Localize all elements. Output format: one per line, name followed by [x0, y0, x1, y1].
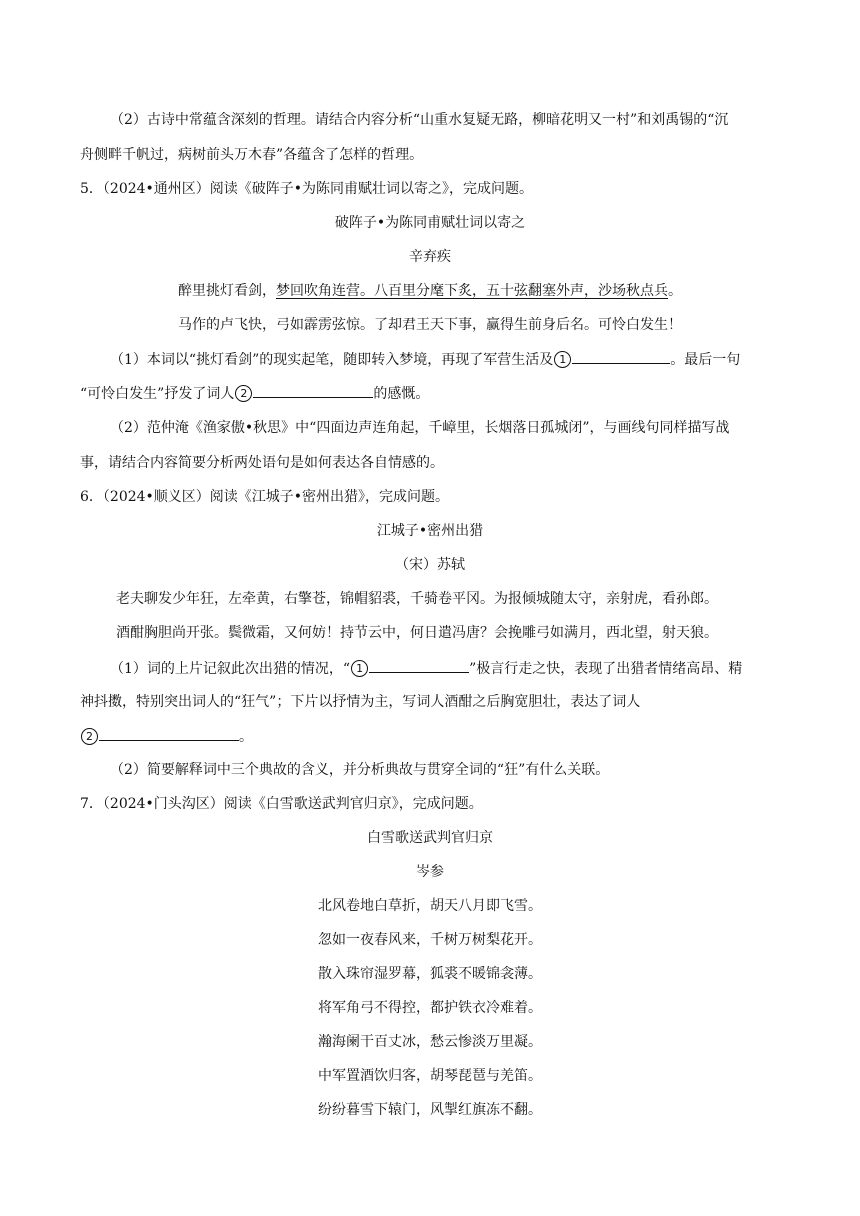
q6-verse2: 酒酣胸胆尚开张。鬓微霜，又何妨！持节云中，何日遣冯唐？会挽雕弓如满月，西北望，射天狼。	[116, 625, 718, 641]
q5-part1-line1	[110, 349, 740, 370]
q6-part1-line2: 神抖擞，特别突出词人的“狂气”；下片以抒情为主，写词人酒酣之后胸宽胆壮，表达了词人	[80, 694, 641, 710]
q7-verse-line: 忽如一夜春风来，千树万树梨花开。	[318, 932, 542, 948]
q6-heading: 6．（2024•顺义区）阅读《江城子•密州出猎》，完成问题。	[80, 489, 450, 505]
q7-heading: 7．（2024•门头沟区）阅读《白雪歌送武判官归京》，完成问题。	[80, 796, 483, 812]
q5-part1-text-a: （1）本词以“挑灯看剑”的现实起笔，随即转入梦境，再现了军营生活及	[110, 352, 554, 368]
q5-part1-text-c: “可怜白发生”抒发了词人	[80, 386, 235, 402]
q7-verse-line: 将军角弓不得控，都护铁衣冷难着。	[318, 1000, 542, 1016]
q7-verse-line: 散入珠帘湿罗幕，狐裘不暖锦衾薄。	[318, 966, 542, 982]
answer-blank-1[interactable]	[369, 658, 469, 673]
q5-part1-line2	[80, 383, 429, 404]
q6-part1-line1	[110, 658, 742, 679]
answer-blank-2[interactable]	[99, 726, 239, 741]
circled-one-marker: 1	[351, 660, 368, 677]
q7-verse-line: 北风卷地白草折，胡天八月即飞雪。	[318, 898, 542, 914]
q6-poem-title: 江城子•密州出猎	[376, 523, 484, 539]
q6-part1-text-d: 。	[239, 729, 253, 745]
q5-poem-title: 破阵子•为陈同甫赋壮词以寄之	[334, 215, 526, 231]
q7-verse-line: 瀚海阑干百丈冰，愁云惨淡万里凝。	[318, 1034, 542, 1050]
q4-part2-line2: 舟侧畔千帆过，病树前头万木春”各蕴含了怎样的哲理。	[80, 147, 424, 163]
q5-heading: 5．（2024•通州区）阅读《破阵子•为陈同甫赋壮词以寄之》，完成问题。	[80, 181, 534, 197]
q5-part2-line1: （2）范仲淹《渔家傲•秋思》中“四面边声连角起，千嶂里，长烟落日孤城闭”，与画线句同样描写战	[110, 420, 730, 436]
q7-poem-title: 白雪歌送武判官归京	[367, 830, 493, 846]
q5-verse1-post: 。	[668, 283, 682, 299]
q6-poem-author: （宋）苏轼	[395, 557, 465, 573]
answer-blank-1[interactable]	[572, 349, 670, 364]
q4-part2-line1: （2）古诗中常蕴含深刻的哲理。请结合内容分析“山重水复疑无路，柳暗花明又一村”和刘禹锡的“沉	[110, 112, 729, 128]
q6-part1-text-a: （1）词的上片记叙此次出猎的情况，“	[110, 661, 351, 677]
q5-verse1-underlined: 梦回吹角连营。八百里分麾下炙，五十弦翻塞外声，沙场秋点兵	[276, 283, 668, 299]
q5-verse1-pre: 醉里挑灯看剑，	[178, 283, 276, 299]
q5-part1-text-d: 的感慨。	[373, 386, 430, 402]
q6-part1-text-b: ”极言行走之快，表现了出猎者情绪高昂、精	[469, 661, 743, 677]
circled-two-marker: 2	[235, 385, 252, 402]
answer-blank-2[interactable]	[253, 383, 373, 398]
q6-part1-line3	[80, 726, 253, 747]
q7-poem-author: 岑参	[416, 864, 444, 880]
q6-part2: （2）简要解释词中三个典故的含义，并分析典故与贯穿全词的“狂”有什么关联。	[110, 762, 610, 778]
q5-part1-text-b: 。最后一句	[670, 352, 741, 368]
circled-one-marker: 1	[554, 351, 571, 368]
q5-verse2: 马作的卢飞快，弓如霹雳弦惊。了却君王天下事，赢得生前身后名。可怜白发生！	[178, 317, 682, 333]
q5-verse1	[0, 281, 860, 301]
q5-part2-line2: 事，请结合内容简要分析两处语句是如何表达各自情感的。	[80, 455, 444, 471]
circled-two-marker: 2	[81, 728, 98, 745]
q7-verse-line: 纷纷暮雪下辕门，风掣红旗冻不翻。	[318, 1102, 542, 1118]
q6-verse1: 老夫聊发少年狂，左牵黄，右擎苍，锦帽貂裘，千骑卷平冈。为报倾城随太守，亲射虎，看孙郎。	[116, 591, 718, 607]
q7-verse-line: 中军置酒饮归客，胡琴琵琶与羌笛。	[318, 1068, 542, 1084]
q5-poem-author: 辛弃疾	[409, 249, 451, 265]
